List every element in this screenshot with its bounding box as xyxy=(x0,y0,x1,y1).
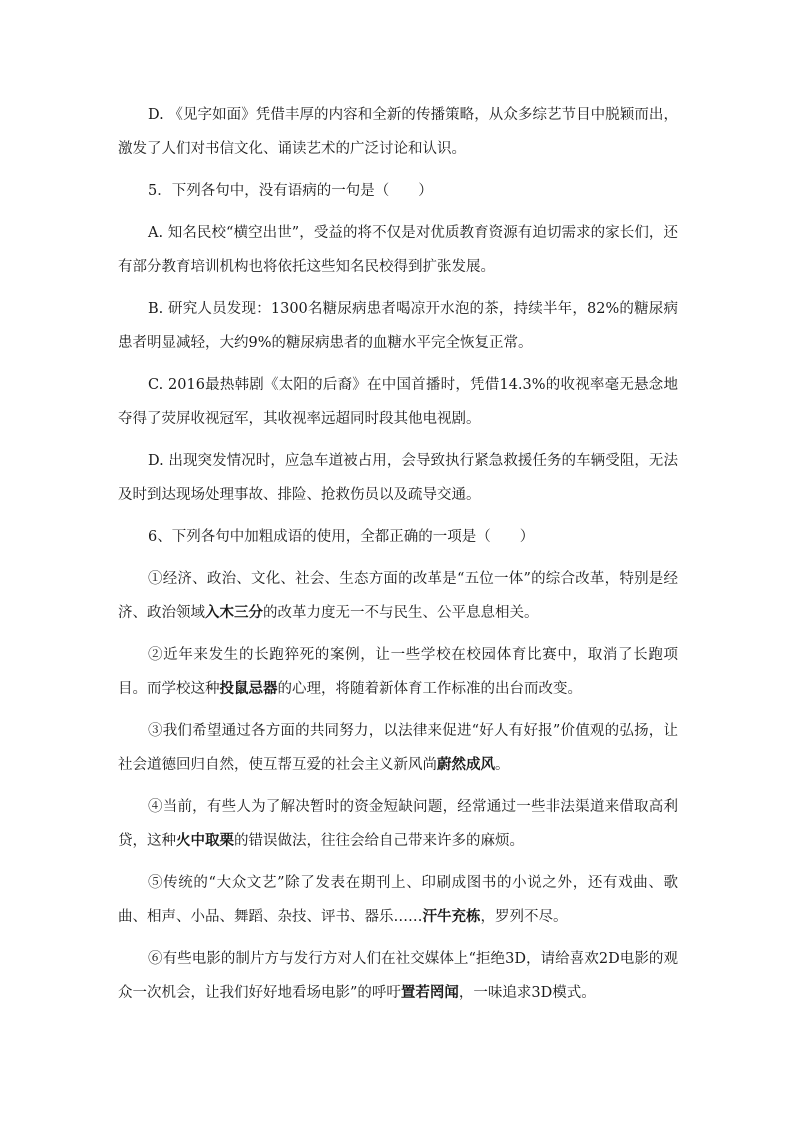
sentence-text: 的心理，将随着新体育工作标准的出台而改变。 xyxy=(277,681,582,697)
sentence-text: ⑤传统的“大众文艺”除了发表在期刊上、印刷成图书的小说之外，还有戏曲、歌曲、相声、小品、舞蹈、杂技、评书、器乐…… xyxy=(118,875,678,925)
q6-sentence-3 xyxy=(118,714,678,782)
sentence-text: 的改革力度无一不与民生、公平息息相关。 xyxy=(263,605,539,621)
sentence-text: ，一味追求3D模式。 xyxy=(458,985,596,1001)
bold-idiom: 置若罔闻 xyxy=(400,984,459,1001)
sentence-text: ⑥有些电影的制片方与发行方对人们在社交媒体上“拒绝3D，请给喜欢2D电影的观众一次机会，让我们好好地看场电影”的呼吁 xyxy=(118,951,678,1001)
q6-stem: 6、下列各句中加粗成语的使用，全都正确的一项是（ ） xyxy=(148,529,535,545)
bold-idiom: 火中取栗 xyxy=(176,832,234,849)
sentence-text: ③我们希望通过各方面的共同努力，以法律来促进“好人有好报”价值观的弘扬，让社会道德回归自然，使互帮互爱的社会主义新风尚 xyxy=(118,723,678,773)
q5-stem: 5．下列各句中，没有语病的一句是（ ） xyxy=(148,183,433,199)
q4-option-d: D. 《见字如面》凭借丰厚的内容和全新的传播策略，从众多综艺节目中脱颖而出，激发了人们对书信文化、诵读艺术的广泛讨论和认识。 xyxy=(118,107,678,157)
q5-option-a: A. 知名民校“横空出世”，受益的将不仅是对优质教育资源有迫切需求的家长们，还有部分教育培训机构也将依托这些知名民校得到扩张发展。 xyxy=(118,225,678,275)
sentence-text: ①经济、政治、文化、社会、生态方面的改革是“五位一体”的综合改革，特别是经济、政治领域 xyxy=(118,571,678,621)
q6-sentence-5 xyxy=(118,866,678,934)
q5-option-b: B. 研究人员发现：1300名糖尿病患者喝凉开水泡的茶，持续半年，82%的糖尿病患者明显减轻，大约9%的糖尿病患者的血糖水平完全恢复正常。 xyxy=(118,301,678,351)
bold-idiom: 投鼠忌器 xyxy=(219,680,278,697)
sentence-text: ④当前，有些人为了解决暂时的资金短缺问题，经常通过一些非法渠道来借取高利贷，这种 xyxy=(118,799,678,849)
sentence-text: ②近年来发生的长跑猝死的案例，让一些学校在校园体育比赛中，取消了长跑项目。而学校这种 xyxy=(118,647,678,697)
document-body xyxy=(118,98,678,1010)
q6-sentence-2 xyxy=(118,638,678,706)
q6-sentence-4 xyxy=(118,790,678,858)
bold-idiom: 汗牛充栋 xyxy=(422,908,481,925)
sentence-text: 。 xyxy=(495,757,510,773)
sentence-text: ，罗列不尽。 xyxy=(480,909,568,925)
bold-idiom: 入木三分 xyxy=(205,604,263,621)
sentence-text: 的错误做法，往往会给自己带来许多的麻烦。 xyxy=(234,833,524,849)
q6-sentence-1 xyxy=(118,562,678,630)
q5-option-c: C. 2016最热韩剧《太阳的后裔》在中国首播时，凭借14.3%的收视率毫无悬念地夺得了荧屏收视冠军，其收视率远超同时段其他电视剧。 xyxy=(118,377,678,427)
q5-option-d: D. 出现突发情况时，应急车道被占用，会导致执行紧急救援任务的车辆受阻，无法及时到达现场处理事故、排险、抢救伤员以及疏导交通。 xyxy=(118,453,678,503)
bold-idiom: 蔚然成风 xyxy=(437,756,495,773)
q6-sentence-6 xyxy=(118,942,678,1010)
